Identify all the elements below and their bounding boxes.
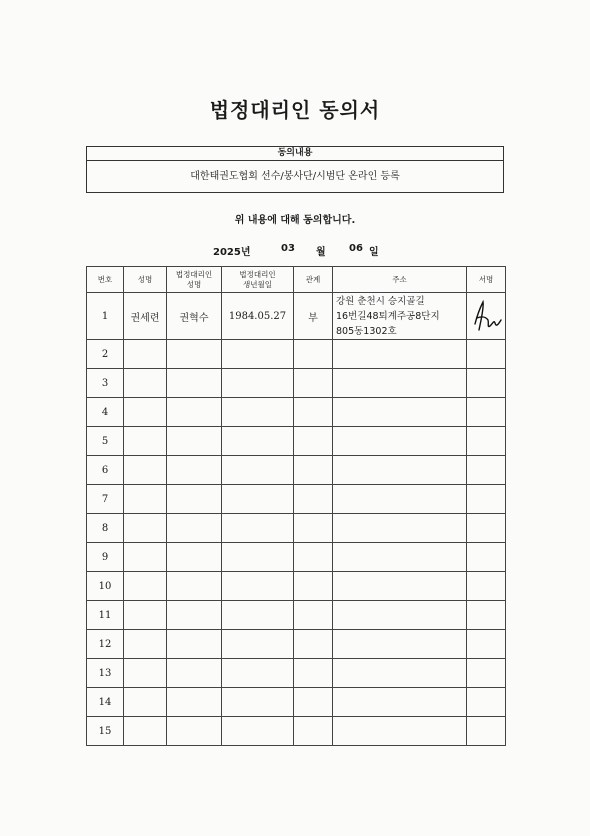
student-name-cell xyxy=(124,514,167,543)
header-signature: 서명 xyxy=(467,267,506,293)
table-row xyxy=(87,369,506,398)
address-cell xyxy=(333,485,467,514)
address-cell xyxy=(333,572,467,601)
guardian-name-cell xyxy=(167,717,222,746)
table-row xyxy=(87,601,506,630)
relation-cell xyxy=(294,543,333,572)
date-month-unit: 월 xyxy=(316,247,326,258)
address-cell xyxy=(333,369,467,398)
table-row xyxy=(87,717,506,746)
address-cell: 강원 춘천시 승지골길 16번길48퇴계주공8단지 805동1302호 xyxy=(333,293,467,340)
signature-cell xyxy=(467,340,506,369)
consent-header: 동의내용 xyxy=(87,147,503,161)
student-name-cell: 권세련 xyxy=(124,293,167,340)
student-name-cell xyxy=(124,369,167,398)
header-relation: 관계 xyxy=(294,267,333,293)
relation-cell xyxy=(294,340,333,369)
signature-cell xyxy=(467,688,506,717)
table-row xyxy=(87,340,506,369)
header-guardian-birthdate: 법정대리인 생년월일 xyxy=(222,267,294,293)
row-number-cell: 11 xyxy=(87,601,124,630)
student-name-cell xyxy=(124,485,167,514)
relation-cell xyxy=(294,398,333,427)
handwritten-signature-icon xyxy=(468,296,504,336)
relation-cell xyxy=(294,601,333,630)
row-number-cell: 12 xyxy=(87,630,124,659)
row-number-cell: 13 xyxy=(87,659,124,688)
guardian-name-cell xyxy=(167,601,222,630)
row-number-cell: 7 xyxy=(87,485,124,514)
row-number-cell: 5 xyxy=(87,427,124,456)
address-cell xyxy=(333,456,467,485)
signature-cell xyxy=(467,293,506,340)
relation-cell xyxy=(294,485,333,514)
guardian-name-cell xyxy=(167,456,222,485)
relation-cell xyxy=(294,369,333,398)
guardian-birthdate-cell xyxy=(222,601,294,630)
relation-cell xyxy=(294,572,333,601)
guardian-name-cell xyxy=(167,427,222,456)
guardian-birthdate-cell xyxy=(222,340,294,369)
signature-cell xyxy=(467,514,506,543)
header-name: 성명 xyxy=(124,267,167,293)
signature-cell xyxy=(467,630,506,659)
guardian-birthdate-cell xyxy=(222,398,294,427)
guardian-name-cell: 권혁수 xyxy=(167,293,222,340)
student-name-cell xyxy=(124,543,167,572)
guardian-name-cell xyxy=(167,659,222,688)
guardian-name-cell xyxy=(167,340,222,369)
date-year: 2025년 xyxy=(213,247,251,258)
table-row xyxy=(87,659,506,688)
signature-cell xyxy=(467,659,506,688)
student-name-cell xyxy=(124,340,167,369)
row-number-cell: 10 xyxy=(87,572,124,601)
document-title: 법정대리인 동의서 xyxy=(209,98,381,122)
student-name-cell xyxy=(124,688,167,717)
row-number-cell: 3 xyxy=(87,369,124,398)
guardian-birthdate-cell xyxy=(222,427,294,456)
row-number-cell: 2 xyxy=(87,340,124,369)
guardian-name-cell xyxy=(167,630,222,659)
row-number-cell: 4 xyxy=(87,398,124,427)
student-name-cell xyxy=(124,601,167,630)
address-cell xyxy=(333,659,467,688)
address-cell xyxy=(333,717,467,746)
signature-cell xyxy=(467,456,506,485)
student-name-cell xyxy=(124,398,167,427)
row-number-cell: 6 xyxy=(87,456,124,485)
guardian-birthdate-cell xyxy=(222,543,294,572)
table-row xyxy=(87,543,506,572)
address-cell xyxy=(333,514,467,543)
signature-cell xyxy=(467,717,506,746)
table-header-row xyxy=(87,267,506,293)
signature-cell xyxy=(467,572,506,601)
signature-cell xyxy=(467,369,506,398)
student-name-cell xyxy=(124,427,167,456)
address-cell xyxy=(333,340,467,369)
table-row xyxy=(87,688,506,717)
relation-cell xyxy=(294,456,333,485)
table-row xyxy=(87,572,506,601)
consent-box xyxy=(86,146,504,193)
row-number-cell: 9 xyxy=(87,543,124,572)
guardian-birthdate-cell xyxy=(222,630,294,659)
guardian-birthdate-cell xyxy=(222,514,294,543)
header-number: 번호 xyxy=(87,267,124,293)
address-cell xyxy=(333,427,467,456)
guardian-name-cell xyxy=(167,572,222,601)
guardian-name-cell xyxy=(167,369,222,398)
guardian-birthdate-cell xyxy=(222,485,294,514)
row-number-cell: 8 xyxy=(87,514,124,543)
table-row xyxy=(87,427,506,456)
student-name-cell xyxy=(124,717,167,746)
student-name-cell xyxy=(124,456,167,485)
guardian-birthdate-cell xyxy=(222,456,294,485)
signature-cell xyxy=(467,427,506,456)
student-name-cell xyxy=(124,630,167,659)
student-name-cell xyxy=(124,572,167,601)
address-cell xyxy=(333,688,467,717)
guardian-name-cell xyxy=(167,543,222,572)
guardian-name-cell xyxy=(167,514,222,543)
address-cell xyxy=(333,601,467,630)
guardian-birthdate-cell xyxy=(222,572,294,601)
guardian-name-cell xyxy=(167,688,222,717)
guardian-birthdate-cell xyxy=(222,717,294,746)
guardian-birthdate-cell: 1984.05.27 xyxy=(222,293,294,340)
row-number-cell: 14 xyxy=(87,688,124,717)
address-cell xyxy=(333,398,467,427)
relation-cell xyxy=(294,659,333,688)
student-name-cell xyxy=(124,659,167,688)
table-row xyxy=(87,514,506,543)
row-number-cell: 1 xyxy=(87,293,124,340)
guardian-birthdate-cell xyxy=(222,688,294,717)
relation-cell xyxy=(294,514,333,543)
signature-cell xyxy=(467,398,506,427)
date-day-unit: 일 xyxy=(369,247,379,258)
header-address: 주소 xyxy=(333,267,467,293)
relation-cell xyxy=(294,427,333,456)
table-row xyxy=(87,485,506,514)
address-cell xyxy=(333,630,467,659)
relation-cell xyxy=(294,630,333,659)
guardian-birthdate-cell xyxy=(222,369,294,398)
table-row xyxy=(87,293,506,340)
relation-cell xyxy=(294,717,333,746)
guardian-name-cell xyxy=(167,398,222,427)
guardian-name-cell xyxy=(167,485,222,514)
agreement-statement: 위 내용에 대해 동의합니다. xyxy=(234,215,356,226)
relation-cell xyxy=(294,688,333,717)
table-row xyxy=(87,630,506,659)
relation-cell: 부 xyxy=(294,293,333,340)
guardian-birthdate-cell xyxy=(222,659,294,688)
address-cell xyxy=(333,543,467,572)
signature-cell xyxy=(467,543,506,572)
row-number-cell: 15 xyxy=(87,717,124,746)
consent-content: 대한태권도협회 선수/봉사단/시범단 온라인 등록 xyxy=(190,171,400,182)
table-row xyxy=(87,456,506,485)
date-month: 03 xyxy=(281,243,295,254)
signature-cell xyxy=(467,601,506,630)
header-guardian-name: 법정대리인 성명 xyxy=(167,267,222,293)
table-row xyxy=(87,398,506,427)
guardian-consent-table xyxy=(86,266,506,746)
date-day: 06 xyxy=(349,243,363,254)
signature-cell xyxy=(467,485,506,514)
